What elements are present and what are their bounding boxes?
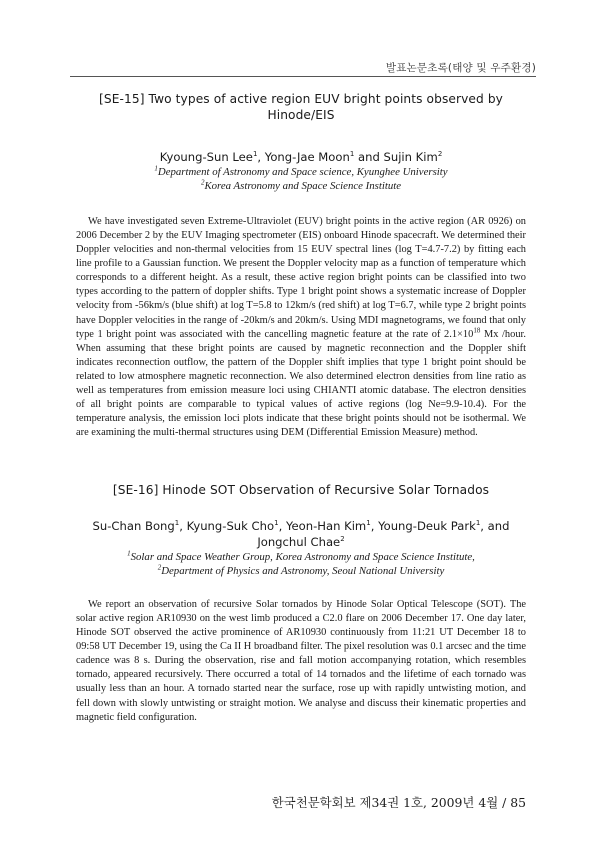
affiliation [76,179,526,193]
abstract-body [76,215,526,440]
affiliation-text: Department of Astronomy and Space science, Kyunghee University [157,166,448,178]
affiliation [76,550,526,564]
abstract-article-se15 [76,91,526,440]
article-title [76,91,526,123]
abstract-text: We report an observation of recursive Solar tornados by Hinode Solar Optical Telescope (SOT). The solar active region AR10930 on the west limb produced a C2.0 flare on 2006 December 17. One day later, Hinode SOT observed the active prominence of AR10930 continuously from 11:21 UT December 18 to 09:58 UT December 19, using the Ca II H broadband filter. The pixel resolution was 0.1 arcsec and the time cadence was 8 s. During the observation, rise and fall motion accompanying rotation, which resembles tornado, appeared recursively. There occurred a total of 14 tornados and the lifetime of each tornado was usually less than an hour. A tornado started near the surface, rose up with rapidly untwisting motion, and fell down with slowly untwisting or straight motion. We analyse and discuss their kinematic properties and magnetic field configuration. [76,599,526,723]
author-name: Kyoung-Sun Lee [159,150,253,164]
abstract-text: Mx /hour. When assuming that these bright points are caused by magnetic reconnection and the Doppler shift indicates reconnection outflow, the pattern of the Doppler shift implies that type 1 bright point should be related to low atmosphere magnetic reconnection. We also determined electron densities from line ratio as well as temperatures from emission measure loci using CHIANTI atomic database. The electron densities of all bright points are comparable to typical values of active regions (log Ne=9.9-10.4). For the temperature analysis, the emission loci plots indicate that these bright points should not be isothermal. We are examining the multi-thermal structures using DEM (Differential Emission Measure) method. [76,328,527,439]
author-separator: , [179,519,187,533]
author-affiliation-mark: 2 [437,150,443,159]
affiliation [76,165,526,179]
header-rule [70,76,536,77]
affiliation-text: Department of Physics and Astronomy, Seoul National University [161,565,445,577]
author-separator: , [278,519,286,533]
article-title-line: [SE-16] Hinode SOT Observation of Recursive Solar Tornados [112,483,490,497]
author-affiliation-mark: 1 [349,150,355,159]
author-name: Jongchul Chae [257,535,341,549]
article-title-line: Hinode/EIS [267,108,335,122]
author-separator: , and [480,519,510,533]
affiliation [76,564,526,578]
author-separator: and [354,150,384,164]
author-name: Sujin Kim [383,150,438,164]
abstract-exponent: 18 [473,326,481,335]
article-title-line: [SE-15] Two types of active region EUV bright points observed by [99,92,503,106]
author-separator: , [370,519,379,533]
author-separator: , [257,150,265,164]
author-name: Yong-Jae Moon [264,150,350,164]
affiliation-mark: 2 [200,178,205,187]
running-header: 발표논문초록(태양 및 우주환경) [385,62,536,74]
author-affiliation-mark: 1 [174,519,180,528]
author-affiliation-mark: 1 [274,519,279,528]
page-footer: 한국천문학회보 제34권 1호, 2009년 4월 / 85 [271,795,526,810]
author-list [76,518,526,550]
article-title [76,482,526,498]
affiliation-text: Solar and Space Weather Group, Korea Astronomy and Space Science Institute, [130,551,475,563]
author-affiliation-mark: 2 [340,535,345,544]
abstract-article-se16 [76,482,526,725]
affiliation-mark: 2 [157,563,162,572]
affiliation-text: Korea Astronomy and Space Science Institute [204,180,402,192]
author-list [76,149,526,165]
author-name: Yeon-Han Kim [285,519,367,533]
abstract-body [76,598,526,725]
author-name: Kyung-Suk Cho [186,519,275,533]
author-affiliation-mark: 1 [366,519,371,528]
affiliation-mark: 1 [154,164,158,173]
author-name: Su-Chan Bong [92,519,175,533]
abstract-text: We have investigated seven Extreme-Ultraviolet (EUV) bright points in the active region (AR 0926) on 2006 December 2 by the EUV Imaging spectrometer (EIS) onboard Hinode spacecraft. We determined their Doppler velocities and non-thermal velocities from 15 EUV spectral lines (log T=4.7-7.2) by fitting each line profile to a Gaussian function. We present the Doppler velocity map as a function of temperature which corresponds to a different height. As a result, these active region bright points can be classified into two types according to the pattern of doppler shifts. Type 1 bright point shows a systematic increase of Doppler velocity from -56km/s (blue shift) at log T=5.8 to 12km/s (red shift) at log T=6.7, while type 2 bright points have Doppler velocities in the range of -20km/s and 20km/s. Using MDI magnetograms, we found that only type 1 bright point was associated with the cancelling magnetic feature at the rate of 2.1×10 [76,216,526,340]
affiliation-mark: 1 [127,549,131,558]
author-affiliation-mark: 1 [252,150,258,159]
author-affiliation-mark: 1 [475,519,481,528]
author-name: Young-Deuk Park [378,519,476,533]
